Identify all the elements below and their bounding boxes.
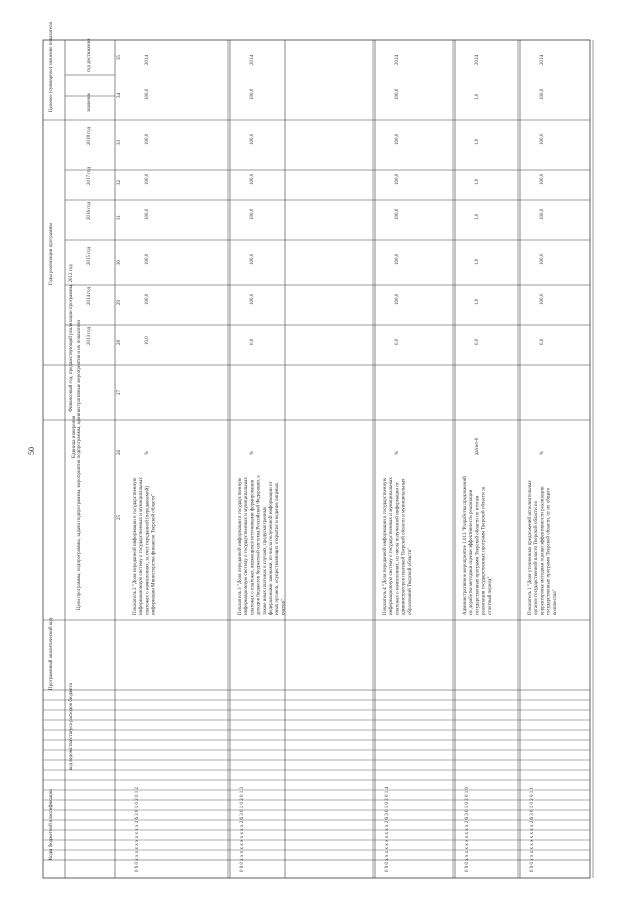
row-year-value: 0,0: [540, 338, 545, 345]
row-year-value: 100,0: [250, 208, 255, 220]
row-year-value: 100,0: [145, 133, 150, 145]
row-year-value: 100,0: [540, 293, 545, 305]
column-number: 34: [117, 93, 122, 98]
row-final-year: 2014: [475, 55, 480, 65]
row-year-value: 100,0: [145, 253, 150, 265]
table-row: [383, 40, 453, 878]
row-year-value: 100,0: [395, 293, 400, 305]
row-codes: 0 9 0 х х х х х х х х х х 2 6 3 0 1 0 2 0 1 1: [530, 787, 535, 872]
row-description-line: по доработке методики оценки эффективности реализации: [469, 489, 475, 615]
table-row: [238, 40, 373, 878]
column-number: 33: [117, 140, 122, 145]
header-program-code: Программный аналитический код: [49, 617, 54, 690]
row-year-value: 0,0: [395, 338, 400, 345]
row-year-value: 1,0: [475, 213, 480, 220]
row-description-line: реализации государственных программ Тверской области за: [481, 486, 487, 615]
row-description-line: государственных программ Тверской области, от их общего: [546, 487, 552, 615]
row-description-line: корректировке методики оценки эффективности реализации: [540, 486, 546, 615]
row-unit: да/нет-0: [475, 437, 480, 455]
row-description-line: информационную систему о государственных и муниципальных: [139, 477, 145, 615]
column-number: 27: [117, 390, 122, 395]
row-year-value: 100,0: [250, 173, 255, 185]
row-description-line: иных органов, осуществляющих открытие и ведение лицевых: [275, 482, 281, 615]
header-unit: Единица измерения: [72, 415, 77, 458]
row-year-value: 1,0: [475, 178, 480, 185]
header-final-title: Целевое (суммарное) значение показателя: [49, 22, 54, 112]
header-years-title: Годы реализации программы: [49, 223, 54, 285]
row-year-value: 100,0: [395, 133, 400, 145]
row-final-value: 100,0: [145, 88, 150, 100]
row-description-line: Показатель 4 "Доля переданной информации в государственную: [383, 477, 388, 615]
row-description-line: органов государственной власти Тверской области по: [534, 500, 540, 615]
row-year-value: 100,0: [540, 253, 545, 265]
row-description-line: информационную систему о государственных и муниципальных: [244, 477, 250, 615]
row-description-line: доходов бюджетов бюджетной системы Российской Федерации, а: [256, 475, 262, 615]
column-number: 29: [117, 300, 122, 305]
row-description: [463, 476, 493, 615]
row-year-value: 100,0: [540, 133, 545, 145]
row-final-year: 2014: [145, 55, 150, 65]
column-number: 30: [117, 260, 122, 265]
table-row: [528, 40, 593, 878]
year-header: 2017 год: [87, 166, 92, 185]
row-description-line: образований Тверской области": [407, 547, 413, 615]
row-codes: 0 9 0 х х х х х х х х х х 2 6 3 0 1 0 2 0 1 2: [135, 787, 140, 872]
year-header: 2015 год: [87, 246, 92, 265]
column-number: 25: [117, 515, 122, 520]
row-description-line: Показатель 1 "Доля уточненных предложений исполнительных: [528, 480, 533, 615]
row-description-line: Показатель 3 "Доля переданной информации в государственную: [238, 477, 243, 615]
row-description-line: платежах о платежах, являющихся источниками формирования: [250, 479, 256, 615]
row-final-value: 100,0: [395, 88, 400, 100]
row-final-value: 100,0: [540, 88, 545, 100]
row-year-value: 100,0: [395, 173, 400, 185]
column-number: 31: [117, 215, 122, 220]
row-unit: %: [145, 450, 150, 455]
column-number: 26: [117, 450, 122, 455]
row-description-line: государственных программ Тверской области по итогам: [475, 495, 481, 615]
row-year-value: 10,0: [145, 336, 150, 345]
row-description-line: количества": [552, 589, 558, 615]
row-description: [528, 480, 558, 615]
table-rows: [133, 40, 593, 878]
column-number: 32: [117, 180, 122, 185]
row-codes: 0 9 0 х х х х х х х х х х 2 6 3 0 1 0 2 0 1 0: [465, 787, 470, 872]
row-description: [238, 475, 286, 615]
row-description-line: также иных платежах в случаях, предусмотренных: [262, 506, 268, 615]
row-description-line: платежах о начислениях, из числа полученной информации от: [395, 482, 401, 615]
header-funding: Финансовый год, предшествующий реализации программы, 2012 год: [69, 264, 74, 412]
row-final-year: 2014: [540, 55, 545, 65]
row-year-value: 100,0: [145, 208, 150, 220]
header-final-value: значение: [87, 93, 92, 112]
code-digit-grid: [43, 700, 590, 850]
row-description-line: отчетный период": [487, 576, 493, 615]
row-unit: %: [250, 450, 255, 455]
row-year-value: 1,0: [475, 258, 480, 265]
row-final-year: 2014: [395, 55, 400, 65]
row-codes: 0 9 0 х х х х х х х х х х 2 6 3 0 1 0 2 0 1 4: [385, 787, 390, 872]
row-description-line: федеральными законами, из числа полученной информации от: [269, 481, 274, 615]
table-frame: [43, 40, 590, 878]
header-grid: [43, 40, 590, 878]
year-header: 2016 год: [87, 201, 92, 220]
row-description: [133, 477, 157, 615]
row-description-line: администраторов платежей Тверской области и муниципальных: [401, 478, 407, 615]
row-description: [383, 477, 413, 615]
row-description-line: информационную систему о государственных и муниципальных: [389, 477, 395, 615]
header-final-year: год достижения: [87, 38, 92, 72]
table-row: [463, 40, 518, 878]
row-codes: 0 9 0 х х х х х х х х х х 2 6 3 0 1 0 2 0 1 3: [240, 787, 245, 872]
header-labels: [49, 22, 92, 860]
header-code-classification: Коды бюджетной классификации: [49, 789, 54, 860]
row-description-line: Административное мероприятие 1.013 "Разработка предложений: [463, 476, 468, 615]
page-number: 50: [27, 447, 36, 455]
row-description-line: Показатель 2 "Доля переданной информации в государственную: [133, 477, 138, 615]
row-year-value: 1,0: [475, 298, 480, 305]
row-year-value: 100,0: [145, 173, 150, 185]
row-description-line: информации Министерства финансов Тверской области": [151, 493, 157, 615]
header-kbk-status: код ведомства/статуса расходов бюджета: [69, 683, 74, 770]
row-description-line: счетов": [281, 599, 287, 615]
row-year-value: 100,0: [250, 293, 255, 305]
year-header: 2018 год: [87, 126, 92, 145]
row-year-value: 100,0: [395, 253, 400, 265]
table-row: [133, 40, 228, 878]
row-final-value: 100,0: [250, 88, 255, 100]
row-year-value: 100,0: [145, 293, 150, 305]
years-grid: [65, 170, 590, 325]
row-year-value: 100,0: [250, 133, 255, 145]
row-year-value: 100,0: [540, 208, 545, 220]
row-year-value: 100,0: [250, 253, 255, 265]
row-unit: %: [395, 450, 400, 455]
column-numbers: [117, 55, 122, 521]
year-header: 2013 год: [87, 326, 92, 345]
row-unit: %: [540, 450, 545, 455]
year-header: 2014 год: [87, 286, 92, 305]
row-final-value: 1,0: [475, 93, 480, 100]
row-year-value: 100,0: [395, 208, 400, 220]
row-year-value: 0,0: [250, 338, 255, 345]
row-description-line: платежах о начислениях, за счет переданной (передаваемой): [145, 486, 151, 615]
column-number: 35: [117, 55, 122, 60]
column-number: 28: [117, 340, 122, 345]
header-target-desc: Цели программы, подпрограммы, задачи подпрограммы, мероприятия подпрограммы, административные мероприятия и их показатели: [77, 319, 82, 610]
row-year-value: 1,0: [475, 138, 480, 145]
year-headers: [87, 126, 92, 345]
row-year-value: 0,0: [475, 338, 480, 345]
row-final-year: 2014: [250, 55, 255, 65]
row-year-value: 100,0: [540, 173, 545, 185]
